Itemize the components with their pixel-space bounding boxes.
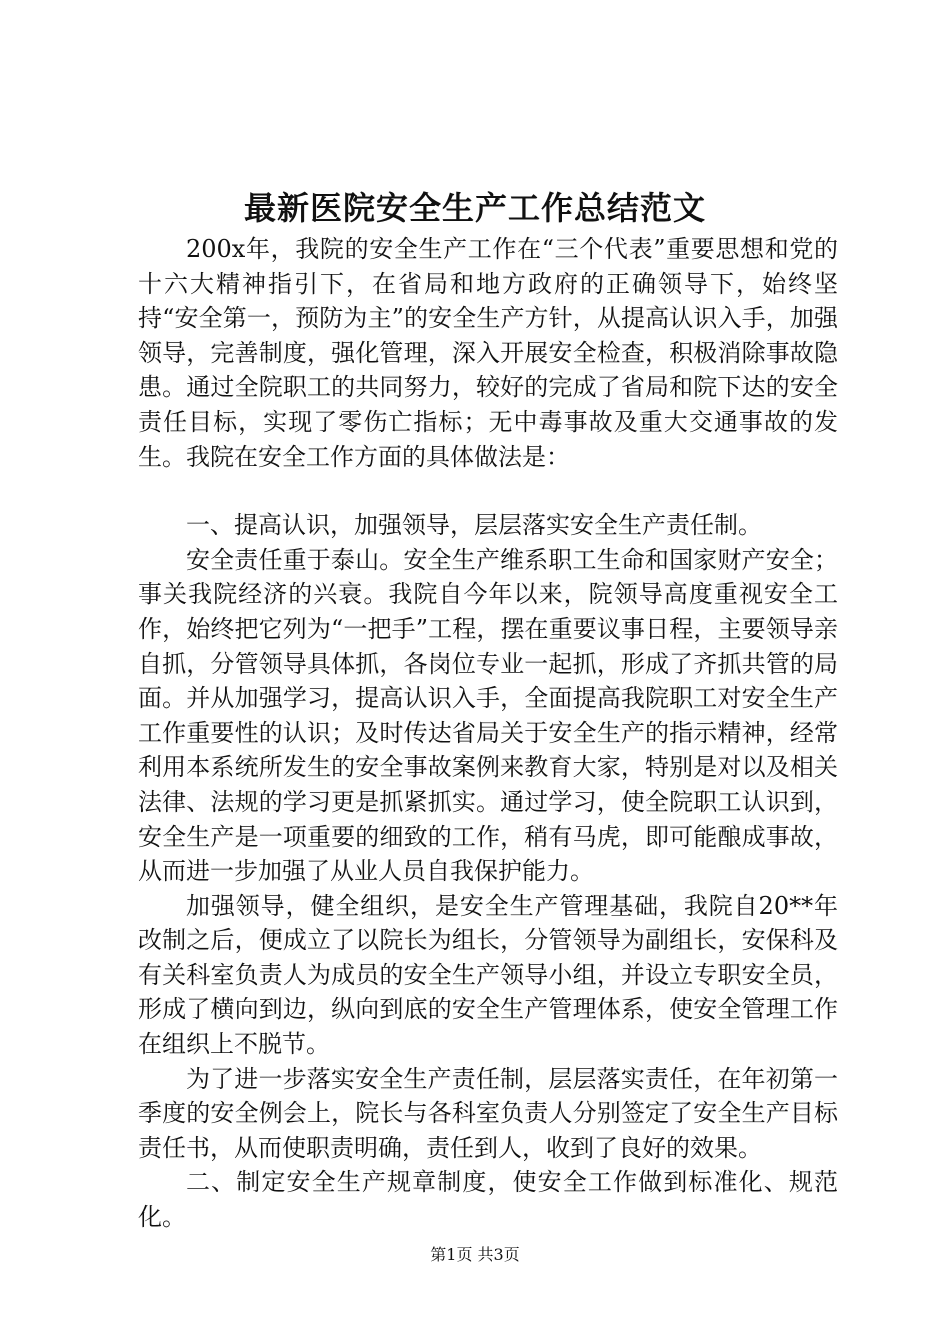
page-number-footer: 第1页 共3页 bbox=[430, 1245, 520, 1264]
paragraph-accountability: 为了进一步落实安全生产责任制，层层落实责任，在年初第一季度的安全例会上，院长与各科室负责人分别签定了安全生产目标责任书，从而使职责明确，责任到人，收到了良好的效果。 bbox=[138, 1064, 838, 1162]
section-heading-1: 一、提高认识，加强领导，层层落实安全生产责任制。 bbox=[186, 511, 762, 540]
paragraph-organization: 加强领导，健全组织，是安全生产管理基础，我院自20**年改制之后，便成立了以院长为组长，分管领导为副组长，安保科及有关科室负责人为成员的安全生产领导小组，并设立专职安全员，形成了横向到边，纵向到底的安全生产管理体系，使安全管理工作在组织上不脱节。 bbox=[138, 891, 838, 1059]
document-body bbox=[138, 232, 838, 1235]
document-title: 最新医院安全生产工作总结范文 bbox=[243, 189, 706, 227]
paragraph-intro: 200x年，我院的安全生产工作在“三个代表”重要思想和党的十六大精神指引下，在省局和地方政府的正确领导下，始终坚持“安全第一，预防为主”的安全生产方针，从提高认识入手，加强领导，完善制度，强化管理，深入开展安全检查，积极消除事故隐患。通过全院职工的共同努力，较好的完成了省局和院下达的安全责任目标，实现了零伤亡指标；无中毒事故及重大交通事故的发生。我院在安全工作方面的具体做法是： bbox=[138, 235, 838, 471]
paragraph-responsibility: 安全责任重于泰山。安全生产维系职工生命和国家财产安全；事关我院经济的兴衰。我院自今年以来，院领导高度重视安全工作，始终把它列为“一把手”工程，摆在重要议事日程，主要领导亲自抓，分管领导具体抓，各岗位专业一起抓，形成了齐抓共管的局面。并从加强学习，提高认识入手，全面提高我院职工对安全生产工作重要性的认识；及时传达省局关于安全生产的指示精神，经常利用本系统所发生的安全事故案例来教育大家，特别是对以及相关法律、法规的学习更是抓紧抓实。通过学习，使全院职工认识到，安全生产是一项重要的细致的工作，稍有马虎，即可能酿成事故，从而进一步加强了从业人员自我保护能力。 bbox=[138, 545, 838, 886]
section-heading-2: 二、制定安全生产规章制度，使安全工作做到标准化、规范化。 bbox=[138, 1168, 838, 1232]
